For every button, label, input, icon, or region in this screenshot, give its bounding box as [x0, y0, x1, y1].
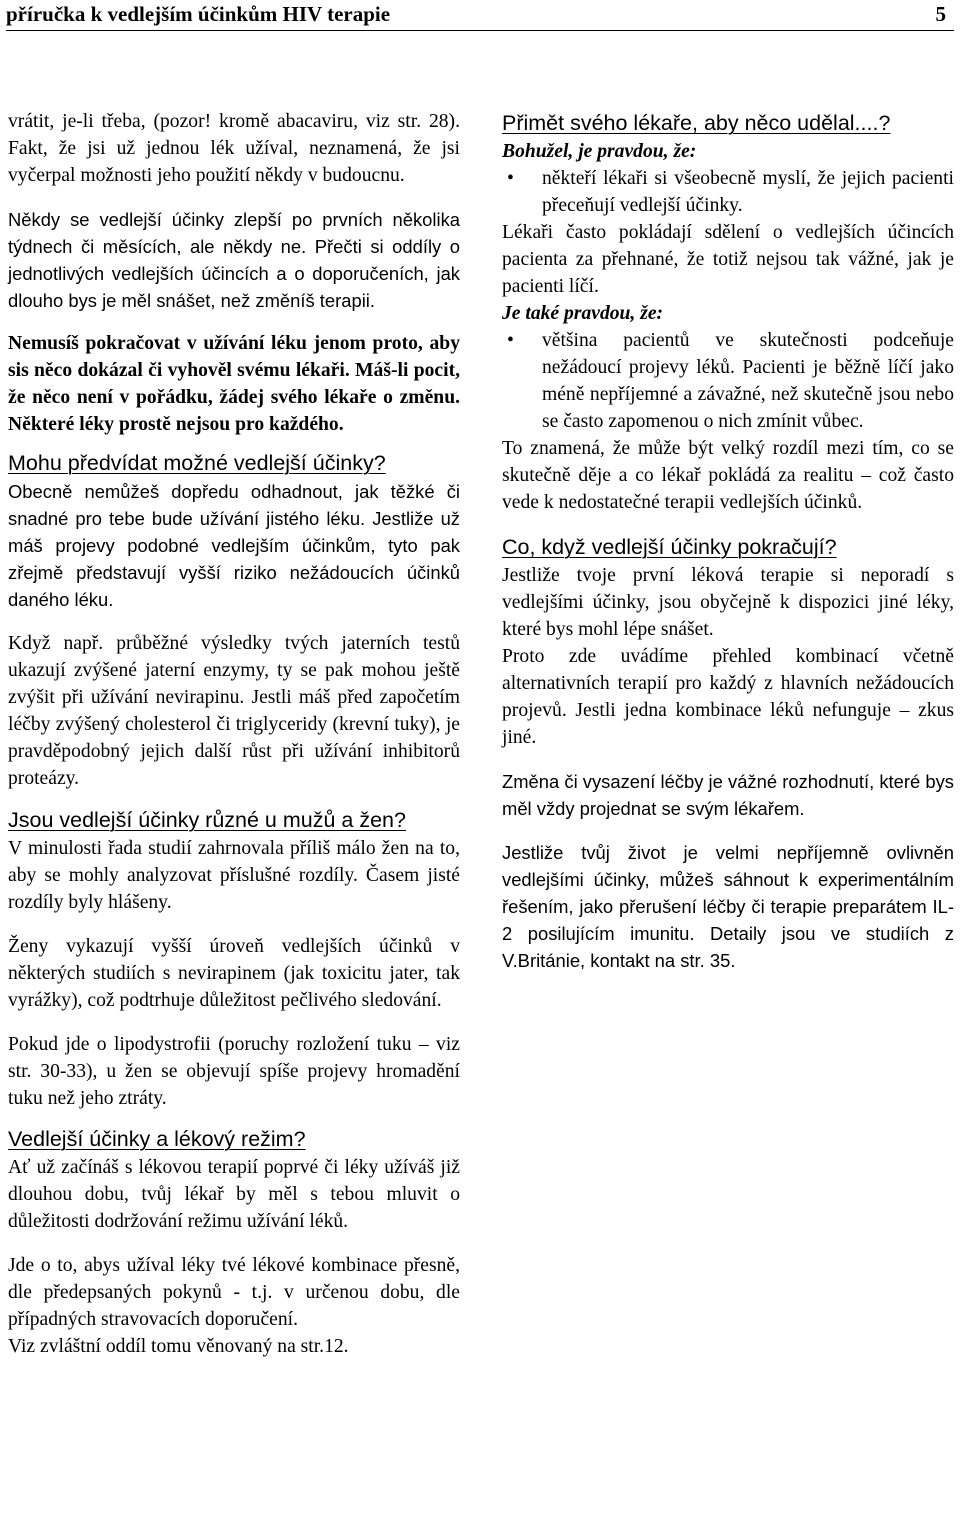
paragraph: Viz zvláštní oddíl tomu věnovaný na str.12. — [8, 1336, 349, 1357]
paragraph: Proto zde uvádíme přehled kombinací včetně alternativních terapií pro každý z hlavních nežádoucích projevů. Jestli jedna kombinace léků nefunguje – zkus jiné. — [502, 646, 954, 748]
section-heading: Mohu předvídat možné vedlejší účinky? — [8, 451, 386, 475]
paragraph: Když např. průběžné výsledky tvých jaterních testů ukazují zvýšené jaterní enzymy, ty se pak mohou ještě zvýšit při užívání nevirapinu. Jestli máš před započetím léčby zvýšený cholesterol či triglyceridy (krevní tuky), je pravděpodobný jejich další růst při užívání inhibitorů proteázy. — [8, 633, 460, 789]
list-item-text: někteří lékaři si všeobecně myslí, že jejich pacienti přeceňují vedlejší účinky. — [542, 168, 954, 216]
bullet-list — [502, 165, 954, 219]
bold-notice: Nemusíš pokračovat v užívání léku jenom proto, aby sis něco dokázal či vyhověl svému lékaři. Máš-li pocit, že něco není v pořádku, žádej svého lékaře o změnu. Některé léky prostě nejsou pro každého. — [8, 333, 460, 435]
list-item — [502, 327, 954, 435]
section-heading: Přimět svého lékaře, aby něco udělal....? — [502, 111, 891, 135]
emphasis-subheading: Bohužel, je pravdou, že: — [502, 141, 697, 162]
emphasis-subheading: Je také pravdou, že: — [502, 303, 664, 324]
section-heading: Vedlejší účinky a lékový režim? — [8, 1127, 306, 1151]
section-heading: Jsou vedlejší účinky různé u mužů a žen? — [8, 808, 406, 832]
paragraph: Ať už začínáš s lékovou terapií poprvé či léky užíváš již dlouhou dobu, tvůj lékař by měl s tebou mluvit o důležitosti dodržování režimu užívání léků. — [8, 1157, 460, 1232]
right-column — [502, 108, 954, 974]
bullet-list — [502, 327, 954, 435]
paragraph: To znamená, že může být velký rozdíl mezi tím, co se skutečně děje a co lékař pokládá za realitu – což často vede k nedostatečné terapii vedlejších účinků. — [502, 438, 954, 513]
paragraph: Změna či vysazení léčby je vážné rozhodnutí, které bys měl vždy projednat se svým lékařem. — [502, 771, 954, 819]
page-number: 5 — [935, 2, 946, 26]
paragraph: Jestliže tvůj život je velmi nepříjemně ovlivněn vedlejšími účinky, můžeš sáhnout k experimentálním řešením, jako přerušení léčby či terapie preparátem IL-2 posilujícím imunitu. Detaily jsou ve studiích z V.Británie, kontakt na str. 35. — [502, 842, 954, 971]
bullet-icon: • — [507, 330, 514, 351]
paragraph: Jde o to, abys užíval léky tvé lékové kombinace přesně, dle předepsaných pokynů - t.j. v určenou dobu, dle případných stravovacích doporučení. — [8, 1255, 460, 1330]
paragraph: V minulosti řada studií zahrnovala příliš málo žen na to, aby se mohly analyzovat příslušné rozdíly. Časem jisté rozdíly byly hlášeny. — [8, 838, 460, 913]
paragraph: vrátit, je-li třeba, (pozor! kromě abacaviru, viz str. 28). Fakt, že jsi už jednou lék užíval, neznamená, že jsi vyčerpal možnosti jeho použití někdy v budoucnu. — [8, 111, 460, 186]
paragraph: Jestliže tvoje první léková terapie si neporadí s vedlejšími účinky, jsou obyčejně k dispozici jiné léky, které bys mohl lépe snášet. — [502, 565, 954, 640]
list-item-text: většina pacientů ve skutečnosti podceňuje nežádoucí projevy léků. Pacienti je běžně líčí jako méně nepříjemné a závažné, než skutečně jsou nebo se často zapomenou o nich zmínit vůbec. — [542, 330, 954, 432]
document-title: příručka k vedlejším účinkům HIV terapie — [6, 2, 391, 26]
paragraph: Někdy se vedlejší účinky zlepší po prvních několika týdnech či měsících, ale někdy ne. Přečti si oddíly o jednotlivých vedlejších účincích a o doporučeních, jak dlouho bys je měl snášet, než změníš terapii. — [8, 209, 460, 311]
page-header — [6, 0, 954, 31]
paragraph: Pokud jde o lipodystrofii (poruchy rozložení tuku – viz str. 30-33), u žen se objevují spíše projevy hromadění tuku než jeho ztráty. — [8, 1034, 460, 1109]
paragraph: Obecně nemůžeš dopředu odhadnout, jak těžké či snadné pro tebe bude užívání jistého léku. Jestliže už máš projevy podobné vedlejším účinkům, tyto pak zřejmě představují vyšší riziko nežádoucích účinků daného léku. — [8, 481, 460, 610]
paragraph: Lékaři často pokládají sdělení o vedlejších účincích pacienta za přehnané, že totiž nejsou tak vážné, jak je pacienti líčí. — [502, 222, 954, 297]
bullet-icon: • — [507, 168, 514, 189]
list-item — [502, 165, 954, 219]
left-column — [8, 108, 460, 1360]
section-heading: Co, když vedlejší účinky pokračují? — [502, 535, 837, 559]
paragraph: Ženy vykazují vyšší úroveň vedlejších účinků v některých studiích s nevirapinem (jak toxicitu jater, tak vyrážky), což podtrhuje důležitost pečlivého sledování. — [8, 936, 460, 1011]
